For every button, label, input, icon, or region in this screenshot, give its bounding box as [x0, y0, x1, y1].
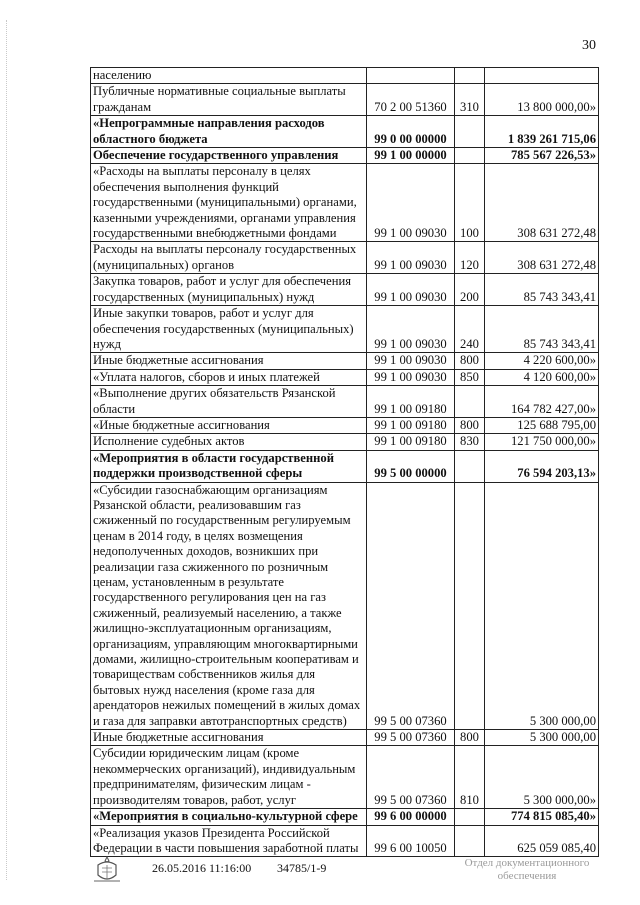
- row-vr-cell: 800: [455, 730, 485, 746]
- table-row: [91, 68, 599, 84]
- row-name-cell: Иные закупки товаров, работ и услуг для обеспечения государственных (муниципальных) нужд: [91, 306, 367, 353]
- row-code-cell: 99 1 00 09030: [367, 274, 455, 306]
- row-name-cell: Публичные нормативные социальные выплаты гражданам: [91, 84, 367, 116]
- row-name-cell: «Расходы на выплаты персоналу в целях обеспечения выполнения функций государственными (муниципальными) органами, казенными учреждениями, органами управления государственными внебюджетными фондами: [91, 164, 367, 242]
- page-number: 30: [582, 38, 596, 53]
- row-sum-cell: 13 800 000,00»: [485, 84, 599, 116]
- row-vr-cell: [455, 482, 485, 730]
- row-code-cell: 99 1 00 09030: [367, 306, 455, 353]
- row-vr-cell: [455, 116, 485, 148]
- row-sum-cell: 121 750 000,00»: [485, 434, 599, 450]
- row-vr-cell: 850: [455, 369, 485, 385]
- row-sum-cell: 4 120 600,00»: [485, 369, 599, 385]
- table-row: [91, 417, 599, 433]
- row-name-cell: Иные бюджетные ассигнования: [91, 353, 367, 369]
- row-name-cell: «Уплата налогов, сборов и иных платежей: [91, 369, 367, 385]
- row-code-cell: 99 5 00 00000: [367, 450, 455, 482]
- row-sum-cell: 625 059 085,40: [485, 825, 599, 857]
- row-name-cell: «Мероприятия в области государственной поддержки производственной сферы: [91, 450, 367, 482]
- row-name-cell: «Непрограммные направления расходов областного бюджета: [91, 116, 367, 148]
- row-vr-cell: [455, 386, 485, 418]
- row-sum-cell: 85 743 343,41: [485, 274, 599, 306]
- row-sum-cell: 308 631 272,48: [485, 242, 599, 274]
- row-code-cell: 99 1 00 09030: [367, 164, 455, 242]
- footer-doc-number: 34785/1-9: [277, 861, 327, 875]
- row-sum-cell: 164 782 427,00»: [485, 386, 599, 418]
- table-row: [91, 242, 599, 274]
- row-vr-cell: [455, 68, 485, 84]
- row-name-cell: «Иные бюджетные ассигнования: [91, 417, 367, 433]
- row-sum-cell: 76 594 203,13»: [485, 450, 599, 482]
- row-sum-cell: 4 220 600,00»: [485, 353, 599, 369]
- table-row: [91, 148, 599, 164]
- row-vr-cell: 800: [455, 353, 485, 369]
- table-row: [91, 353, 599, 369]
- row-vr-cell: 100: [455, 164, 485, 242]
- table-row: [91, 809, 599, 825]
- table-row: [91, 450, 599, 482]
- table-row: [91, 84, 599, 116]
- row-name-cell: Расходы на выплаты персоналу государственных (муниципальных) органов: [91, 242, 367, 274]
- row-code-cell: 99 6 00 00000: [367, 809, 455, 825]
- row-name-cell: «Выполнение других обязательств Рязанской области: [91, 386, 367, 418]
- coat-of-arms-icon: [90, 855, 124, 885]
- row-vr-cell: [455, 450, 485, 482]
- row-vr-cell: 120: [455, 242, 485, 274]
- row-code-cell: 99 6 00 10050: [367, 825, 455, 857]
- table-row: [91, 825, 599, 857]
- row-code-cell: 99 5 00 07360: [367, 746, 455, 809]
- row-name-cell: «Мероприятия в социально-культурной сфере: [91, 809, 367, 825]
- row-code-cell: 99 5 00 07360: [367, 730, 455, 746]
- table-row: [91, 482, 599, 730]
- row-vr-cell: 200: [455, 274, 485, 306]
- row-code-cell: 70 2 00 51360: [367, 84, 455, 116]
- row-sum-cell: 125 688 795,00: [485, 417, 599, 433]
- row-sum-cell: 5 300 000,00: [485, 730, 599, 746]
- row-vr-cell: [455, 825, 485, 857]
- scan-margin: [6, 20, 8, 880]
- row-code-cell: 99 1 00 00000: [367, 148, 455, 164]
- table-row: [91, 306, 599, 353]
- row-vr-cell: [455, 148, 485, 164]
- row-code-cell: 99 1 00 09180: [367, 434, 455, 450]
- row-sum-cell: 308 631 272,48: [485, 164, 599, 242]
- row-vr-cell: [455, 809, 485, 825]
- row-vr-cell: 240: [455, 306, 485, 353]
- row-vr-cell: 800: [455, 417, 485, 433]
- row-sum-cell: 5 300 000,00»: [485, 746, 599, 809]
- table-row: [91, 434, 599, 450]
- footer-stamp: Отдел документационного обеспечения: [464, 857, 590, 882]
- row-vr-cell: 810: [455, 746, 485, 809]
- row-name-cell: Исполнение судебных актов: [91, 434, 367, 450]
- row-vr-cell: 830: [455, 434, 485, 450]
- table-row: [91, 164, 599, 242]
- row-sum-cell: 1 839 261 715,06: [485, 116, 599, 148]
- row-sum-cell: 5 300 000,00: [485, 482, 599, 730]
- table-row: [91, 116, 599, 148]
- table-row: [91, 274, 599, 306]
- table-row: [91, 746, 599, 809]
- row-code-cell: 99 1 00 09030: [367, 369, 455, 385]
- row-code-cell: 99 0 00 00000: [367, 116, 455, 148]
- row-name-cell: населению: [91, 68, 367, 84]
- row-vr-cell: 310: [455, 84, 485, 116]
- row-name-cell: Субсидии юридическим лицам (кроме некоммерческих организаций), индивидуальным предпринимателям, физическим лицам - производителям товаров, работ, услуг: [91, 746, 367, 809]
- row-name-cell: «Реализация указов Президента Российской Федерации в части повышения заработной платы: [91, 825, 367, 857]
- table-row: [91, 386, 599, 418]
- row-sum-cell: 785 567 226,53»: [485, 148, 599, 164]
- row-code-cell: 99 1 00 09030: [367, 242, 455, 274]
- table-row: [91, 730, 599, 746]
- footer-date: 26.05.2016 11:16:00: [152, 861, 252, 875]
- row-sum-cell: 85 743 343,41: [485, 306, 599, 353]
- row-name-cell: Обеспечение государственного управления: [91, 148, 367, 164]
- row-code-cell: 99 1 00 09180: [367, 417, 455, 433]
- row-sum-cell: [485, 68, 599, 84]
- row-name-cell: Иные бюджетные ассигнования: [91, 730, 367, 746]
- table-body: [91, 68, 599, 857]
- row-code-cell: 99 1 00 09030: [367, 353, 455, 369]
- row-sum-cell: 774 815 085,40»: [485, 809, 599, 825]
- row-code-cell: [367, 68, 455, 84]
- footer: [90, 857, 610, 887]
- row-code-cell: 99 1 00 09180: [367, 386, 455, 418]
- row-code-cell: 99 5 00 07360: [367, 482, 455, 730]
- row-name-cell: Закупка товаров, работ и услуг для обеспечения государственных (муниципальных) нужд: [91, 274, 367, 306]
- table-row: [91, 369, 599, 385]
- row-name-cell: «Субсидии газоснабжающим организациям Рязанской области, реализовавшим газ сжиженный по государственным регулируемым ценам в 2014 году, в целях возмещения недополученных доходов, возникших при реализации газа сжиженного по розничным ценам, установленным в результате государственного регулирования цен на газ сжиженный, реализуемый населению, а также жилищно-эксплуатационным организациям, организациям, управляющим многоквартирными домами, жилищно-строительным кооперативам и товариществам собственников жилья для бытовых нужд населения (кроме газа для арендаторов нежилых помещений в жилых домах и газа для заправки автотранспортных средств): [91, 482, 367, 730]
- budget-table: [90, 67, 599, 857]
